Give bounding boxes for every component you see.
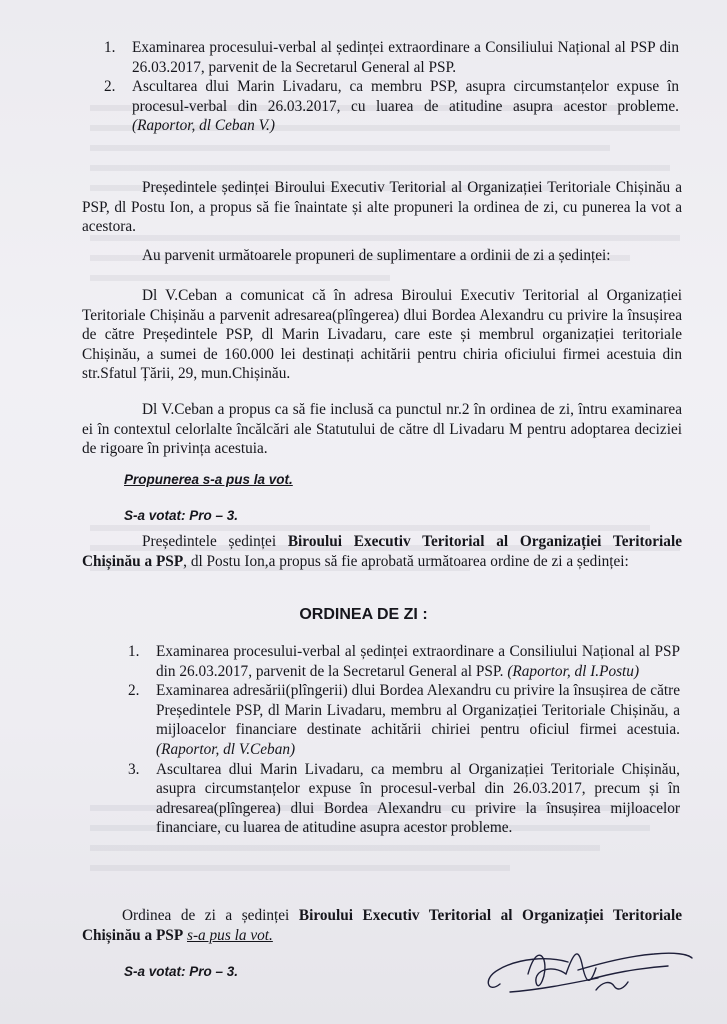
bold-organization: Biroului Executiv Teritorial al Organizației Teritoriale Chișinău a PSP <box>82 907 682 944</box>
agenda-text: Ascultarea dlui Marin Livadaru, ca membru al Organizației Teritoriale Chișinău, asupra circumstanțelor expuse în procesul-verbal din 26.03.2017, precum și în adresarea(plîngerea) dlui Bordea Alexandru cu privire la însușirea mijloacelor financiare, cu luarea de atitudine asupra acestor probleme. <box>156 760 680 837</box>
reporter-note: (Raportor, dl Ceban V.) <box>132 117 275 135</box>
list-item <box>104 38 679 77</box>
agenda-heading: ORDINEA DE ZI : <box>299 606 428 623</box>
agenda-number: 3. <box>128 760 140 778</box>
agenda-number: 1. <box>128 643 140 660</box>
paragraph: Au parvenit următoarele propuneri de suplimentare a ordinii de zi a ședinței: <box>142 247 611 264</box>
signature-icon <box>478 934 698 1004</box>
paragraph: Dl V.Ceban a comunicat că în adresa Biroului Executiv Teritorial al Organizației Teritoriale Chișinău a parvenit adresarea(plîngerea) dlui Bordea Alexandru cu privire la însușirea de către Președintele PSP, dl Marin Livadaru, care este și membrul organizației teritoriale Chișinău, a sumei de 160.000 lei destinați achitării pentru chiria oficiului firmei acestuia din str.Sfatul Țării, 29, mun.Chișinău. <box>82 287 682 383</box>
reporter-note: (Raportor, dl V.Ceban) <box>156 740 296 758</box>
vote-put-underlined: s-a pus la vot. <box>187 926 273 944</box>
bold-organization: Biroului Executiv Teritorial al Organizației Teritoriale Chișinău a PSP <box>82 533 682 570</box>
vote-proposal-note: Propunerea s-a pus la vot. <box>124 472 293 487</box>
intro-list <box>104 38 679 136</box>
paragraph: Președintele ședinței Biroului Executiv Teritorial al Organizației Teritoriale Chișinău a PSP, dl Postu Ion, a propus să fie înaintate și alte propuneri la ordinea de zi, cu punerea la vot a acestora. <box>82 179 682 236</box>
list-item <box>104 77 679 136</box>
list-text: Examinarea procesului-verbal al ședinței extraordinare a Consiliului Național al PSP din 26.03.2017, parvenit de la Secretarul General al PSP. <box>132 39 679 76</box>
agenda-text: Examinarea procesului-verbal al ședinței extraordinare a Consiliului Național al PSP din 26.03.2017, parvenit de la Secretarul General al PSP. (Raportor, dl I.Postu) <box>156 643 680 680</box>
list-number: 1. <box>104 39 116 56</box>
agenda-item <box>128 681 680 759</box>
agenda-number: 2. <box>128 682 140 700</box>
agenda-text: Examinarea adresării(plîngerii) dlui Bordea Alexandru cu privire la însușirea de către Președintele PSP, dl Marin Livadaru, membru al Organizației Teritoriale Chișinău, a mijloacelor financiare destinate achitării chiriei pentru oficiul firmei acestuia.(Raportor, dl V.Ceban) <box>156 682 680 758</box>
agenda-item <box>128 642 680 681</box>
list-number: 2. <box>104 78 116 96</box>
paragraph: Președintele ședinței Biroului Executiv Teritorial al Organizației Teritoriale Chișinău a PSP, dl Postu Ion,a propus să fie aprobată următoarea ordine de zi a ședinței: <box>82 533 682 570</box>
agenda-item <box>128 760 680 838</box>
paragraph: Ordinea de zi a ședinței Biroului Executiv Teritorial al Organizației Teritoriale Chișinău a PSP s-a pus la vot. <box>82 907 682 944</box>
vote-result-note: S-a votat: Pro – 3. <box>124 508 239 523</box>
vote-result-note: S-a votat: Pro – 3. <box>124 964 239 979</box>
reporter-note: (Raportor, dl I.Postu) <box>507 662 640 680</box>
list-text: Ascultarea dlui Marin Livadaru, ca membru PSP, asupra circumstanțelor expuse în procesul-verbal din 26.03.2017, cu luarea de atitudine asupra acestor probleme.(Raportor, dl Ceban V.) <box>132 78 679 135</box>
paragraph: Dl V.Ceban a propus ca să fie inclusă ca punctul nr.2 în ordinea de zi, întru examinarea ei în contextul celorlalte încălcări ale Statutului de către dl Livadaru M pentru adoptarea deciziei de rigoare în privința acestuia. <box>82 401 682 458</box>
agenda-list <box>128 642 680 838</box>
